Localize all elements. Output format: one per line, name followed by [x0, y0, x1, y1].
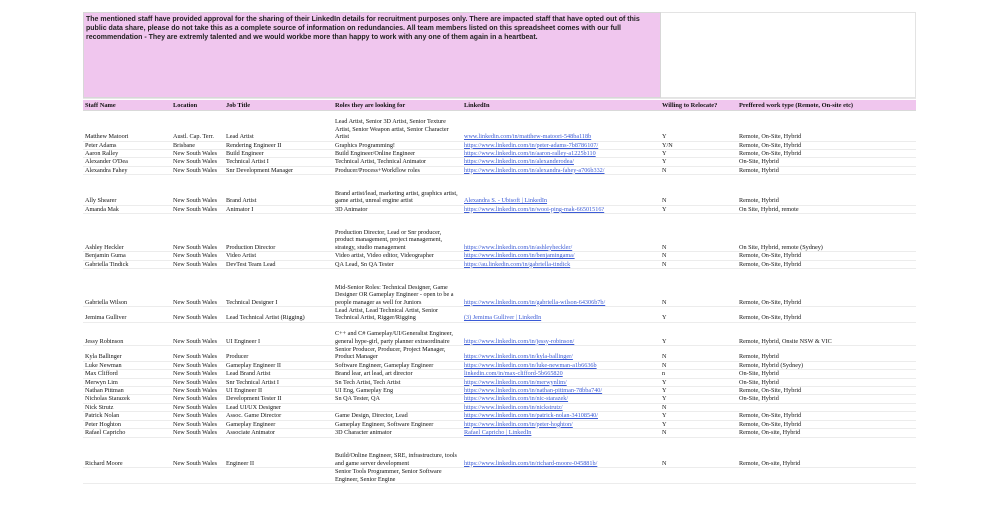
table-row: [83, 403, 916, 411]
relocate-cell: N: [660, 214, 737, 252]
location-cell: New South Wales: [171, 150, 224, 158]
linkedin-link[interactable]: https://www.linkedin.com/in/nathan-pittman-78bba740/: [462, 387, 660, 395]
roles-cell: Sn QA Tester, QA: [333, 395, 462, 403]
notice-row: [83, 12, 916, 98]
table-row: [83, 322, 916, 345]
staff-table: [83, 100, 916, 484]
location-cell: New South Wales: [171, 260, 224, 268]
job-title-cell: Lead Technical Artist (Rigging): [224, 307, 333, 323]
table-row: [83, 150, 916, 158]
staff-name-cell: [83, 468, 171, 484]
job-title-cell: Technical Artist I: [224, 158, 333, 166]
work-type-cell: [737, 403, 916, 411]
staff-name-cell: Peter Hoghton: [83, 420, 171, 428]
location-cell: New South Wales: [171, 205, 224, 213]
job-title-cell: Producer: [224, 346, 333, 362]
job-title-cell: Gameplay Engineer: [224, 420, 333, 428]
table-row: [83, 175, 916, 206]
work-type-cell: Remote, On-Site, Hybrid: [737, 269, 916, 307]
table-row: [83, 437, 916, 468]
roles-cell: Build/Online Engineer, SRE, infrastructure, tools and game server development: [333, 437, 462, 468]
staff-name-cell: Rafael Capricho: [83, 429, 171, 437]
table-row: [83, 214, 916, 252]
location-cell: New South Wales: [171, 395, 224, 403]
linkedin-link[interactable]: https://www.linkedin.com/in/richard-moore-045881b/: [462, 437, 660, 468]
relocate-cell: Y: [660, 412, 737, 420]
job-title-cell: Animator I: [224, 205, 333, 213]
location-cell: New South Wales: [171, 370, 224, 378]
staff-name-cell: Nathan Pittman: [83, 387, 171, 395]
staff-name-cell: Max Clifford: [83, 370, 171, 378]
relocate-cell: Y: [660, 158, 737, 166]
work-type-cell: Remote, On-site, Hybrid: [737, 437, 916, 468]
roles-cell: 3D Animator: [333, 205, 462, 213]
staff-name-cell: Patrick Nolan: [83, 412, 171, 420]
header-row: [83, 100, 916, 111]
relocate-cell: N: [660, 361, 737, 369]
work-type-cell: Remote, On-Site, Hybrid: [737, 111, 916, 142]
table-row: [83, 420, 916, 428]
job-title-cell: [224, 468, 333, 484]
table-row: [83, 378, 916, 386]
relocate-cell: n: [660, 370, 737, 378]
work-type-cell: Remote, On-Site, Hybrid: [737, 387, 916, 395]
location-cell: New South Wales: [171, 166, 224, 174]
work-type-cell: Remote, Hybrid: [737, 175, 916, 206]
staff-name-cell: Ashley Heckler: [83, 214, 171, 252]
linkedin-link[interactable]: https://www.linkedin.com/in/peter-adams-7b8786107/: [462, 141, 660, 149]
linkedin-link[interactable]: https://www.linkedin.com/in/aaron-ralley-a1225b110: [462, 150, 660, 158]
work-type-cell: Remote, On-Site, Hybrid: [737, 412, 916, 420]
staff-name-cell: Luke Newman: [83, 361, 171, 369]
staff-name-cell: Amanda Mak: [83, 205, 171, 213]
location-cell: New South Wales: [171, 412, 224, 420]
relocate-cell: Y: [660, 205, 737, 213]
roles-cell: Mid-Senior Roles: Technical Designer, Game Designer OR Gameplay Engineer - open to be a people manager as well for Juniors: [333, 269, 462, 307]
table-row: [83, 361, 916, 369]
work-type-cell: Remote, On-Site, Hybrid: [737, 420, 916, 428]
linkedin-link[interactable]: https://www.linkedin.com/in/kyla-ballinger/: [462, 346, 660, 362]
roles-cell: Brand artist/lead, marketing artist, graphics artist, game artist, unreal engine artist: [333, 175, 462, 206]
roles-cell: Production Director, Lead or Snr producer, product management, project management, strategy, studio management: [333, 214, 462, 252]
linkedin-link[interactable]: https://www.linkedin.com/in/jessy-robinson/: [462, 322, 660, 345]
job-title-cell: Gameplay Engineer II: [224, 361, 333, 369]
header-staff-name: Staff Name: [83, 100, 171, 111]
linkedin-link[interactable]: https://www.linkedin.com/in/alexanderodea/: [462, 158, 660, 166]
location-cell: New South Wales: [171, 387, 224, 395]
location-cell: New South Wales: [171, 252, 224, 260]
job-title-cell: Lead UI/UX Designer: [224, 403, 333, 411]
staff-name-cell: Benjamin Guma: [83, 252, 171, 260]
relocate-cell: N: [660, 437, 737, 468]
linkedin-link[interactable]: https://www.linkedin.com/in/alexandra-fahey-a706b332/: [462, 166, 660, 174]
location-cell: New South Wales: [171, 322, 224, 345]
relocate-cell: N: [660, 260, 737, 268]
linkedin-link[interactable]: linkedin.com/in/max-clifford-5b665820: [462, 370, 660, 378]
roles-cell: Software Engineer, Gameplay Engineer: [333, 361, 462, 369]
location-cell: Brisbane: [171, 141, 224, 149]
linkedin-link[interactable]: https://www.linkedin.com/in/nickstrutz/: [462, 403, 660, 411]
job-title-cell: Brand Artist: [224, 175, 333, 206]
linkedin-link[interactable]: https://www.linkedin.com/in/gabriella-wilson-64306b7b/: [462, 269, 660, 307]
table-row: [83, 468, 916, 484]
work-type-cell: Remote, On-Site, Hybrid: [737, 260, 916, 268]
staff-name-cell: Alexander O'Dea: [83, 158, 171, 166]
work-type-cell: On-Site, Hybrid: [737, 370, 916, 378]
location-cell: New South Wales: [171, 437, 224, 468]
staff-name-cell: Gabriella Tindick: [83, 260, 171, 268]
staff-name-cell: Aaron Ralley: [83, 150, 171, 158]
table-row: [83, 141, 916, 149]
relocate-cell: N: [660, 252, 737, 260]
work-type-cell: Remote, On-site, Hybrid: [737, 429, 916, 437]
staff-name-cell: Jessy Robinson: [83, 322, 171, 345]
job-title-cell: UI Engineer II: [224, 387, 333, 395]
relocate-cell: Y/N: [660, 141, 737, 149]
staff-name-cell: Nicholas Starazek: [83, 395, 171, 403]
relocate-cell: N: [660, 429, 737, 437]
job-title-cell: Technical Designer I: [224, 269, 333, 307]
roles-cell: Sn Tech Artist, Tech Artist: [333, 378, 462, 386]
roles-cell: Build Engineer/Online Engineer: [333, 150, 462, 158]
location-cell: New South Wales: [171, 346, 224, 362]
job-title-cell: Video Artist: [224, 252, 333, 260]
location-cell: New South Wales: [171, 378, 224, 386]
table-row: [83, 370, 916, 378]
linkedin-link[interactable]: https://www.linkedin.com/in/patrick-nolan-34108540/: [462, 412, 660, 420]
work-type-cell: Remote, Hybrid (Sydney): [737, 361, 916, 369]
location-cell: Austl. Cap. Terr.: [171, 111, 224, 142]
location-cell: New South Wales: [171, 361, 224, 369]
table-row: [83, 158, 916, 166]
relocate-cell: Y: [660, 420, 737, 428]
roles-cell: 3D Character animator: [333, 429, 462, 437]
staff-name-cell: Matthew Matoori: [83, 111, 171, 142]
relocate-cell: [660, 468, 737, 484]
roles-cell: UI Eng, Gameplay Eng: [333, 387, 462, 395]
header-roles: Roles they are looking for: [333, 100, 462, 111]
linkedin-link[interactable]: (3) Jemima Gulliver | LinkedIn: [462, 307, 660, 323]
roles-cell: [333, 403, 462, 411]
work-type-cell: Remote, On-Site, Hybrid: [737, 252, 916, 260]
location-cell: New South Wales: [171, 307, 224, 323]
staff-name-cell: Richard Moore: [83, 437, 171, 468]
header-relocate: Willing to Relocate?: [660, 100, 737, 111]
relocate-cell: N: [660, 166, 737, 174]
relocate-cell: N: [660, 346, 737, 362]
linkedin-link[interactable]: https://www.linkedin.com/in/luke-newman-a1b6636b: [462, 361, 660, 369]
linkedin-link[interactable]: https://www.linkedin.com/in/nic-starazek/: [462, 395, 660, 403]
location-cell: [171, 468, 224, 484]
linkedin-link[interactable]: https://www.linkedin.com/in/ashleyheckler/: [462, 214, 660, 252]
linkedin-link: [462, 468, 660, 484]
work-type-cell: On Site, Hybrid, remote (Sydney): [737, 214, 916, 252]
linkedin-link[interactable]: https://www.linkedin.com/in/peter-hoghton/: [462, 420, 660, 428]
table-row: [83, 111, 916, 142]
roles-cell: QA Lead, Sn QA Tester: [333, 260, 462, 268]
location-cell: New South Wales: [171, 429, 224, 437]
location-cell: New South Wales: [171, 214, 224, 252]
roles-cell: Lead Artist, Senior 3D Artist, Senior Texture Artist, Senior Weapon artist, Senior Character Artist: [333, 111, 462, 142]
linkedin-link[interactable]: Rafael Capricho | LinkedIn: [462, 429, 660, 437]
location-cell: New South Wales: [171, 175, 224, 206]
job-title-cell: Assoc. Game Director: [224, 412, 333, 420]
work-type-cell: Remote, On-Site, Hybrid: [737, 141, 916, 149]
relocate-cell: N: [660, 403, 737, 411]
roles-cell: Brand lear, art lead, art director: [333, 370, 462, 378]
staff-name-cell: Peter Adams: [83, 141, 171, 149]
table-row: [83, 429, 916, 437]
work-type-cell: Remote, On-Site, Hybrid: [737, 150, 916, 158]
spreadsheet: [83, 12, 916, 484]
relocate-cell: Y: [660, 150, 737, 158]
header-linkedin: LinkedIn: [462, 100, 660, 111]
staff-name-cell: Gabriella Wilson: [83, 269, 171, 307]
staff-name-cell: Ally Shearer: [83, 175, 171, 206]
work-type-cell: [737, 468, 916, 484]
job-title-cell: Development Tester II: [224, 395, 333, 403]
work-type-cell: Remote, On-Site, Hybrid: [737, 307, 916, 323]
table-row: [83, 166, 916, 174]
linkedin-link[interactable]: https://au.linkedin.com/in/gabriella-tindick: [462, 260, 660, 268]
linkedin-link[interactable]: https://www.linkedin.com/in/wooi-ping-mak-66501516?: [462, 205, 660, 213]
job-title-cell: Production Director: [224, 214, 333, 252]
table-row: [83, 307, 916, 323]
table-row: [83, 387, 916, 395]
roles-cell: Senior Producer, Producer, Project Manager, Product Manager: [333, 346, 462, 362]
roles-cell: C++ and C# Gameplay/UI/Generalist Engineer, general hype-girl, party planner extraordinaire: [333, 322, 462, 345]
relocate-cell: Y: [660, 378, 737, 386]
relocate-cell: Y: [660, 322, 737, 345]
table-row: [83, 260, 916, 268]
relocate-cell: Y: [660, 387, 737, 395]
roles-cell: Gameplay Engineer, Software Engineer: [333, 420, 462, 428]
relocate-cell: N: [660, 269, 737, 307]
work-type-cell: Remote, Hybrid: [737, 346, 916, 362]
linkedin-link[interactable]: https://www.linkedin.com/in/merwynlim/: [462, 378, 660, 386]
work-type-cell: On-Site, Hybrid: [737, 158, 916, 166]
job-title-cell: Engineer II: [224, 437, 333, 468]
linkedin-link[interactable]: Alexandra S. - Ubisoft | LinkedIn: [462, 175, 660, 206]
linkedin-link[interactable]: www.linkedin.com/in/matthew-matoori-548ba118b: [462, 111, 660, 142]
job-title-cell: Snr Development Manager: [224, 166, 333, 174]
roles-cell: Senior Tools Programmer, Senior Software Engineer, Senior Engine: [333, 468, 462, 484]
notice-text: The mentioned staff have provided approval for the sharing of their LinkedIn details for recruitment purposes only. There are impacted staff that have opted out of this public data share, please do not take this as a complete source of information on redundancies. All team members listed on this spreadsheet comes with our full recommendation - They are extremly talented and we would workbe more than happy to work with any one of them again in a heartbeat.: [83, 12, 661, 98]
work-type-cell: Remote, Hybrid, Onsite NSW & VIC: [737, 322, 916, 345]
job-title-cell: DevTest Team Lead: [224, 260, 333, 268]
job-title-cell: UI Engineer I: [224, 322, 333, 345]
table-row: [83, 346, 916, 362]
work-type-cell: On-Site, Hybrid: [737, 395, 916, 403]
roles-cell: Lead Artist, Lead Technical Artist, Senior Technical Artist, Rigger/Rigging: [333, 307, 462, 323]
location-cell: New South Wales: [171, 158, 224, 166]
job-title-cell: Snr Technical Artist I: [224, 378, 333, 386]
job-title-cell: Lead Artist: [224, 111, 333, 142]
header-location: Location: [171, 100, 224, 111]
work-type-cell: On-Site, Hybrid: [737, 378, 916, 386]
staff-name-cell: Merwyn Lim: [83, 378, 171, 386]
location-cell: New South Wales: [171, 420, 224, 428]
job-title-cell: Lead Brand Artist: [224, 370, 333, 378]
table-row: [83, 269, 916, 307]
work-type-cell: Remote, Hybrid: [737, 166, 916, 174]
header-job-title: Job Title: [224, 100, 333, 111]
job-title-cell: Build Engineer: [224, 150, 333, 158]
work-type-cell: On Site, Hybrid, remote: [737, 205, 916, 213]
job-title-cell: Rendering Engineer II: [224, 141, 333, 149]
relocate-cell: N: [660, 175, 737, 206]
job-title-cell: Associate Animator: [224, 429, 333, 437]
roles-cell: Video artist, Video editor, Videographer: [333, 252, 462, 260]
relocate-cell: Y: [660, 111, 737, 142]
roles-cell: Technical Artist, Technical Animator: [333, 158, 462, 166]
table-row: [83, 412, 916, 420]
relocate-cell: Y: [660, 307, 737, 323]
table-row: [83, 395, 916, 403]
location-cell: New South Wales: [171, 403, 224, 411]
staff-name-cell: Jemima Gulliver: [83, 307, 171, 323]
staff-name-cell: Kyla Ballinger: [83, 346, 171, 362]
roles-cell: Producer/Process+Workflow roles: [333, 166, 462, 174]
staff-name-cell: Alexandra Fahey: [83, 166, 171, 174]
roles-cell: Game Design, Director, Lead: [333, 412, 462, 420]
empty-cells: [661, 12, 916, 98]
gridline: [83, 98, 916, 99]
linkedin-link[interactable]: https://www.linkedin.com/in/benjamingama/: [462, 252, 660, 260]
location-cell: New South Wales: [171, 269, 224, 307]
table-row: [83, 205, 916, 213]
relocate-cell: Y: [660, 395, 737, 403]
header-work-type: Preffered work type (Remote, On-site etc): [737, 100, 916, 111]
staff-name-cell: Nick Strutz: [83, 403, 171, 411]
table-row: [83, 252, 916, 260]
roles-cell: Graphics Programming!: [333, 141, 462, 149]
